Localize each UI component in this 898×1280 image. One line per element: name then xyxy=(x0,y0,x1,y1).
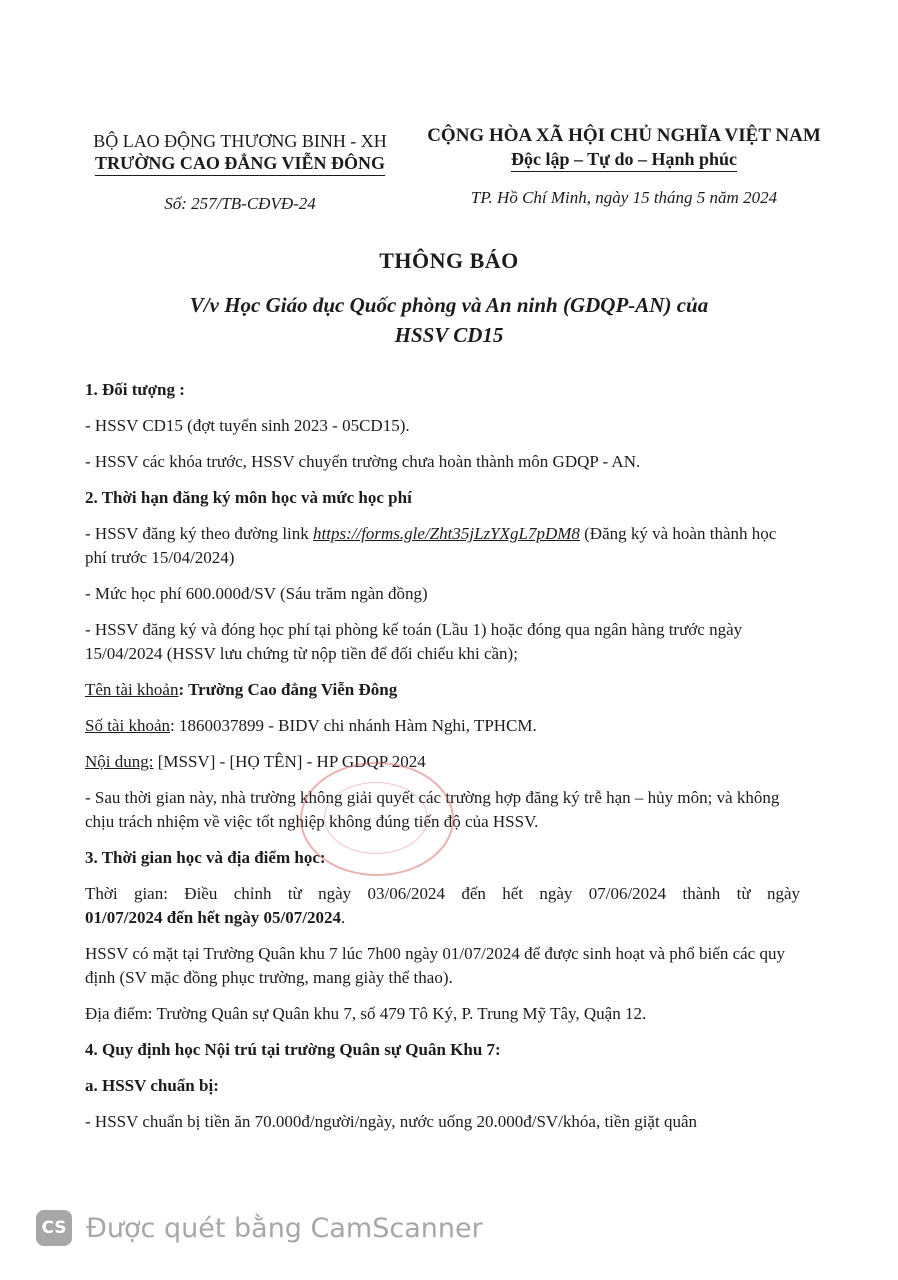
registration-deadline-text: (Đăng ký và hoàn thành học phí trước 15/04/2024) xyxy=(85,524,777,567)
section-1-item-2: - HSSV các khóa trước, HSSV chuyển trường chưa hoàn thành môn GDQP - AN. xyxy=(85,452,641,471)
document-date: TP. Hồ Chí Minh, ngày 15 tháng 5 năm 2024 xyxy=(470,188,778,207)
account-name-value: : Trường Cao đẳng Viễn Đông xyxy=(178,680,398,699)
document-title: THÔNG BÁO xyxy=(379,248,519,273)
presence-paragraph: HSSV có mặt tại Trường Quân khu 7 lúc 7h00 ngày 01/07/2024 để được sinh hoạt và phổ biến các quy định (SV mặc đồng phục trường, mang giày thể thao). xyxy=(85,944,785,987)
registration-text: - HSSV đăng ký theo đường link xyxy=(85,524,314,543)
section-4a-item-1: - HSSV chuẩn bị tiền ăn 70.000đ/người/ngày, nước uống 20.000đ/SV/khóa, tiền giặt quân xyxy=(85,1112,697,1131)
time-paragraph xyxy=(85,882,800,930)
national-motto: Độc lập – Tự do – Hạnh phúc xyxy=(511,148,737,172)
transfer-content-label: Nội dung: xyxy=(85,752,154,771)
registration-paragraph xyxy=(85,522,800,570)
account-name-line xyxy=(85,678,800,702)
ministry-name: BỘ LAO ĐỘNG THƯƠNG BINH - XH xyxy=(93,131,387,151)
section-3-heading: 3. Thời gian học và địa điểm học: xyxy=(85,848,326,867)
location-paragraph: Địa điểm: Trường Quân sự Quân khu 7, số 479 Tô Ký, P. Trung Mỹ Tây, Quận 12. xyxy=(85,1004,647,1023)
camscanner-logo-icon: CS xyxy=(36,1210,72,1246)
camscanner-watermark xyxy=(36,1208,483,1248)
document-body xyxy=(85,378,800,1146)
account-name-label: Tên tài khoản xyxy=(85,680,179,699)
registration-link[interactable]: https://forms.gle/Zht35jLzYXgL7pDM8 xyxy=(313,524,580,543)
red-seal-stamp xyxy=(300,762,454,876)
late-registration-paragraph: - Sau thời gian này, nhà trường không giải quyết các trường hợp đăng ký trễ hạn – hủy môn; và không chịu trách nhiệm về việc tốt nghiệp không đúng tiến độ của HSSV. xyxy=(85,788,780,831)
account-number-line xyxy=(85,714,800,738)
fee-paragraph: - Mức học phí 600.000đ/SV (Sáu trăm ngàn đồng) xyxy=(85,584,428,603)
camscanner-text: Được quét bằng CamScanner xyxy=(86,1212,483,1244)
transfer-content-line xyxy=(85,750,800,774)
issuer-block xyxy=(60,130,420,176)
time-line-1: Thời gian: Điều chỉnh từ ngày 03/06/2024 đến hết ngày 07/06/2024 thành từ ngày xyxy=(85,884,800,903)
account-number-label: Số tài khoản xyxy=(85,716,170,735)
time-line-2: 01/07/2024 đến hết ngày 05/07/2024 xyxy=(85,908,341,927)
country-name: CỘNG HÒA XÃ HỘI CHỦ NGHĨA VIỆT NAM xyxy=(427,125,821,146)
national-header xyxy=(420,124,828,172)
payment-paragraph: - HSSV đăng ký và đóng học phí tại phòng kế toán (Lầu 1) hoặc đóng qua ngân hàng trước ngày 15/04/2024 (HSSV lưu chứng từ nộp tiền để đối chiếu khi cần); xyxy=(85,620,743,663)
red-seal-inner-ring xyxy=(324,782,428,854)
document-subtitle xyxy=(150,290,748,350)
section-2-heading: 2. Thời hạn đăng ký môn học và mức học phí xyxy=(85,488,412,507)
section-1-item-1: - HSSV CD15 (đợt tuyển sinh 2023 - 05CD15). xyxy=(85,416,410,435)
account-number-value: : 1860037899 - BIDV chi nhánh Hàm Nghi, TPHCM. xyxy=(170,716,537,735)
section-4-heading: 4. Quy định học Nội trú tại trường Quân sự Quân Khu 7: xyxy=(85,1040,501,1059)
section-1-heading: 1. Đối tượng : xyxy=(85,380,185,399)
subtitle-line-2: HSSV CD15 xyxy=(394,323,504,347)
subtitle-line-1: V/v Học Giáo dục Quốc phòng và An ninh (GDQP-AN) của xyxy=(189,293,709,317)
section-4a-heading: a. HSSV chuẩn bị: xyxy=(85,1076,219,1095)
transfer-content-value: [MSSV] - [HỌ TÊN] - HP GDQP 2024 xyxy=(153,752,426,771)
school-name: TRƯỜNG CAO ĐẲNG VIỄN ĐÔNG xyxy=(95,152,385,176)
document-number: Số: 257/TB-CĐVĐ-24 xyxy=(164,194,316,213)
time-line-end: . xyxy=(340,908,346,927)
